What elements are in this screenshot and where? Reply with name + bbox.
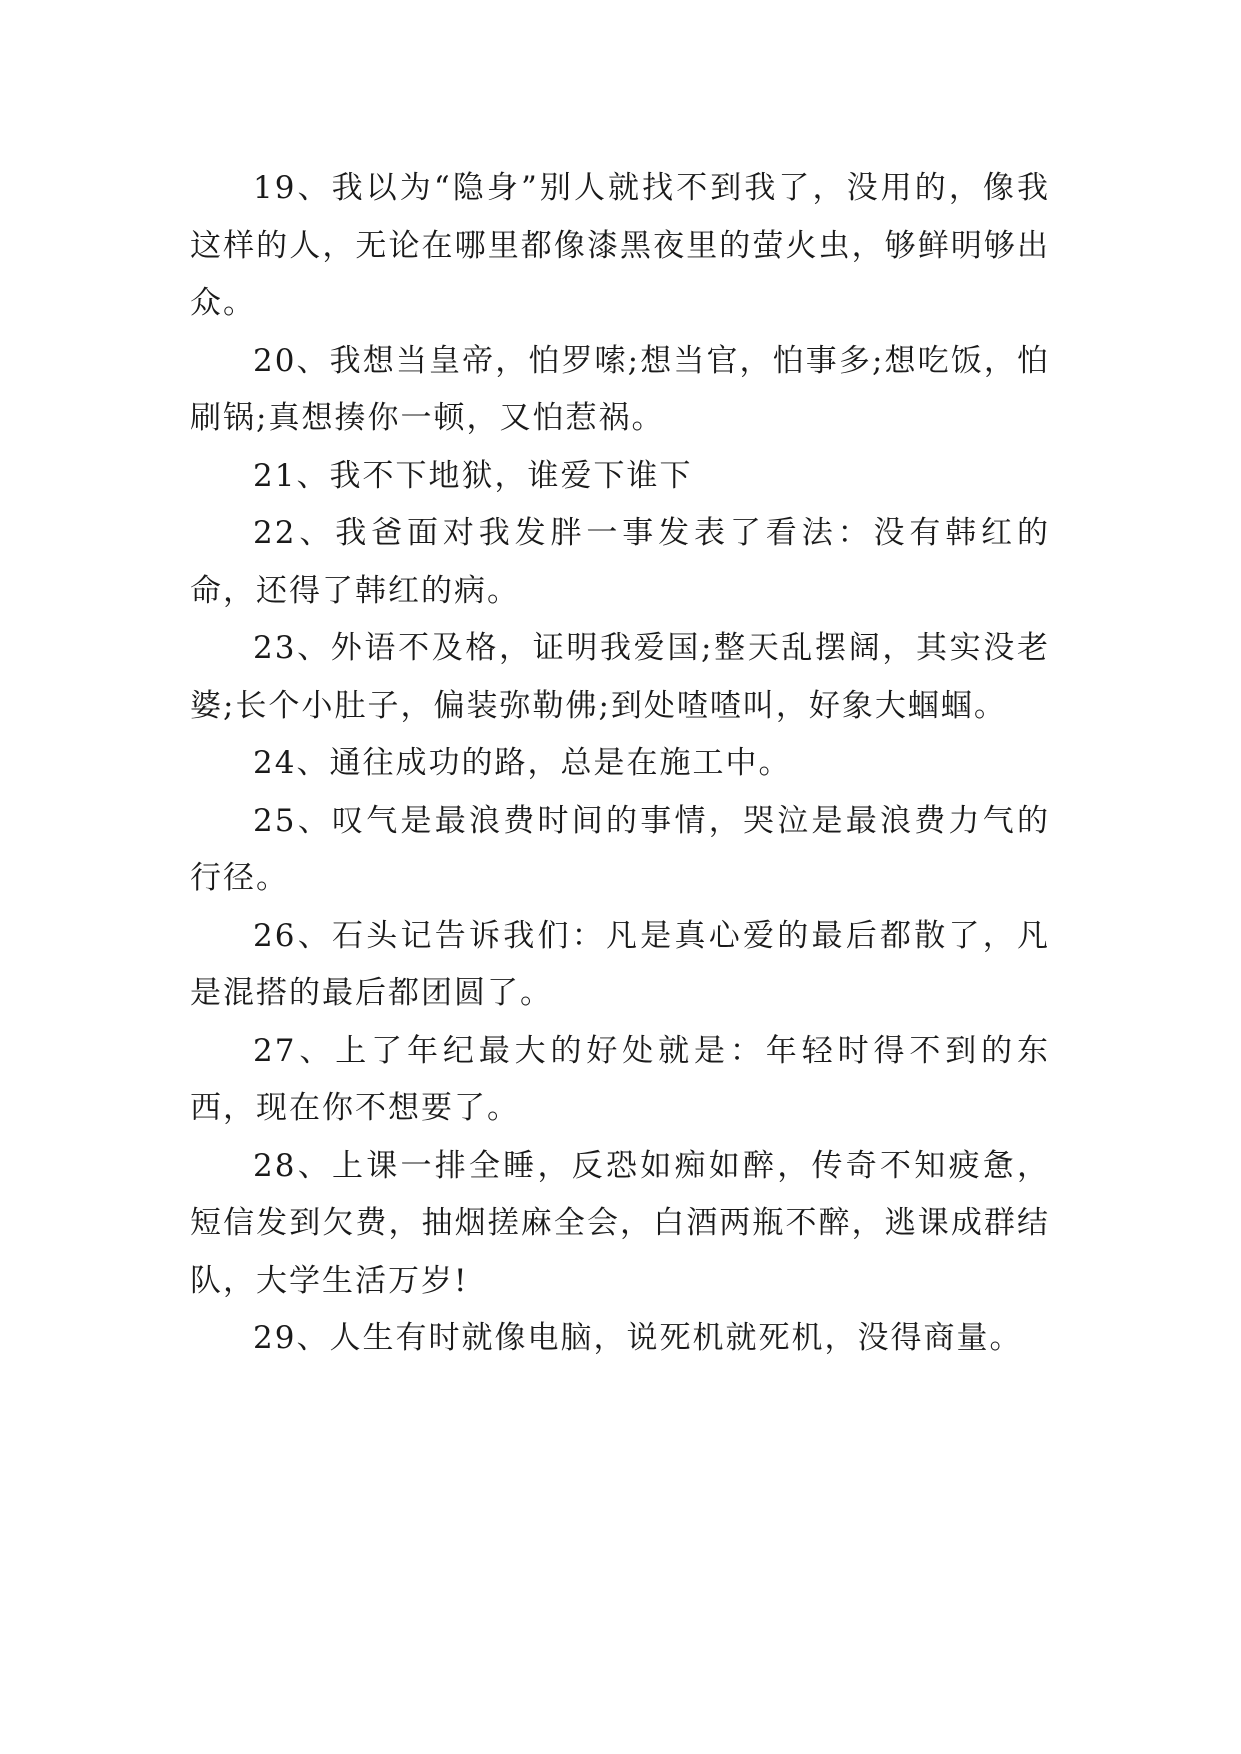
paragraph-28: 28、上课一排全睡，反恐如痴如醉，传奇不知疲惫，短信发到欠费，抽烟搓麻全会，白酒两瓶不醉，逃课成群结队，大学生活万岁! bbox=[190, 1147, 1050, 1299]
paragraph-27: 27、上了年纪最大的好处就是：年轻时得不到的东西，现在你不想要了。 bbox=[190, 1032, 1050, 1126]
paragraph-24: 24、通往成功的路，总是在施工中。 bbox=[253, 745, 792, 781]
paragraph-19: 19、我以为“隐身”别人就找不到我了，没用的，像我这样的人，无论在哪里都像漆黑夜里的萤火虫，够鲜明够出众。 bbox=[190, 170, 1050, 321]
paragraph-21: 21、我不下地狱，谁爱下谁下 bbox=[253, 457, 693, 494]
paragraph-26: 26、石头记告诉我们：凡是真心爱的最后都散了，凡是混搭的最后都团圆了。 bbox=[190, 917, 1050, 1011]
document-body bbox=[190, 160, 1050, 1368]
paragraph-20: 20、我想当皇帝，怕罗嗦;想当官，怕事多;想吃饭，怕刷锅;真想揍你一顿，又怕惹祸。 bbox=[190, 342, 1050, 436]
paragraph-25: 25、叹气是最浪费时间的事情，哭泣是最浪费力气的行径。 bbox=[190, 802, 1050, 896]
paragraph-23: 23、外语不及格，证明我爱国;整天乱摆阔，其实没老婆;长个小肚子，偏装弥勒佛;到处喳喳叫，好象大蝈蝈。 bbox=[190, 630, 1050, 724]
paragraph-22: 22、我爸面对我发胖一事发表了看法：没有韩红的命，还得了韩红的病。 bbox=[190, 515, 1050, 609]
paragraph-29: 29、人生有时就像电脑，说死机就死机，没得商量。 bbox=[253, 1320, 1023, 1356]
